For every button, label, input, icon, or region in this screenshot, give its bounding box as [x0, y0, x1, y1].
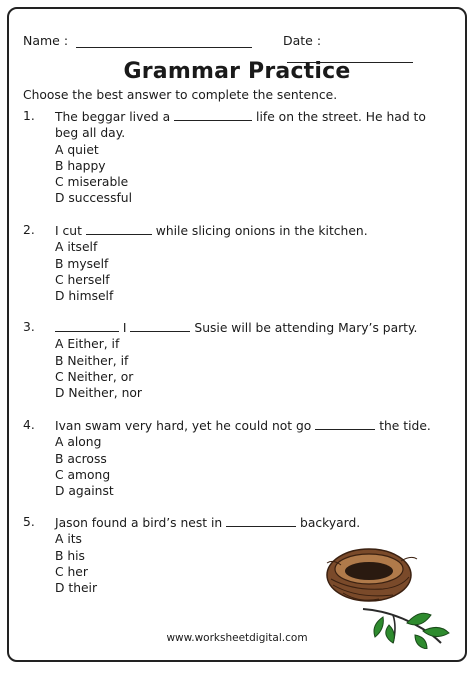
- question-number: 2.: [23, 223, 35, 237]
- option-a[interactable]: A Either, if: [55, 337, 120, 352]
- question-text-before: The beggar lived a: [55, 110, 171, 124]
- question-text-after: Susie will be attending Mary’s party.: [194, 321, 418, 335]
- question-number: 1.: [23, 109, 35, 123]
- question-1: [23, 108, 440, 207]
- question-number: 5.: [23, 515, 35, 529]
- option-c[interactable]: C miserable: [55, 175, 129, 190]
- option-c[interactable]: C among: [55, 467, 111, 482]
- question-text-after: life on the street. He had to beg all day.: [55, 110, 426, 141]
- footer-website[interactable]: www.worksheetdigital.com: [166, 632, 308, 644]
- option-d[interactable]: D their: [55, 581, 98, 596]
- option-c[interactable]: C Neither, or: [55, 369, 134, 384]
- question-text-after: backyard.: [300, 516, 361, 530]
- instructions: Choose the best answer to complete the sentence.: [23, 88, 338, 102]
- option-a[interactable]: A along: [55, 435, 102, 450]
- question-text-before: I cut: [55, 224, 82, 238]
- date-label: Date :: [283, 33, 322, 48]
- option-d[interactable]: D successful: [55, 191, 133, 206]
- option-d[interactable]: D against: [55, 484, 114, 499]
- question-text-after: the tide.: [379, 419, 431, 433]
- option-a[interactable]: A quiet: [55, 142, 99, 157]
- option-d[interactable]: D himself: [55, 289, 114, 304]
- option-c[interactable]: C her: [55, 564, 88, 579]
- question-3: [23, 319, 440, 401]
- option-a[interactable]: A itself: [55, 240, 98, 255]
- worksheet: [7, 7, 467, 662]
- name-label: Name :: [23, 33, 69, 48]
- question-text-before: Jason found a bird’s nest in: [55, 516, 223, 530]
- answer-blank[interactable]: [226, 514, 296, 527]
- option-b[interactable]: B myself: [55, 256, 109, 271]
- answer-blank[interactable]: [86, 222, 152, 235]
- answer-blank[interactable]: [315, 417, 375, 430]
- answer-blank[interactable]: [174, 108, 252, 121]
- option-b[interactable]: B across: [55, 451, 107, 466]
- option-b[interactable]: B happy: [55, 158, 106, 173]
- option-a[interactable]: A its: [55, 532, 82, 547]
- answer-blank-1[interactable]: [55, 319, 119, 332]
- question-text-mid: I: [122, 321, 127, 335]
- option-b[interactable]: B his: [55, 548, 85, 563]
- answer-blank-2[interactable]: [130, 319, 190, 332]
- option-c[interactable]: C herself: [55, 272, 110, 287]
- name-field[interactable]: [23, 33, 252, 48]
- question-2: [23, 222, 440, 304]
- question-4: [23, 417, 440, 499]
- page-title: Grammar Practice: [123, 59, 351, 84]
- option-b[interactable]: B Neither, if: [55, 353, 129, 368]
- name-blank[interactable]: [76, 33, 252, 48]
- question-number: 4.: [23, 418, 35, 432]
- question-text-after: while slicing onions in the kitchen.: [155, 224, 368, 238]
- option-d[interactable]: D Neither, nor: [55, 386, 142, 401]
- question-text-before: Ivan swam very hard, yet he could not go: [55, 419, 312, 433]
- question-number: 3.: [23, 320, 35, 334]
